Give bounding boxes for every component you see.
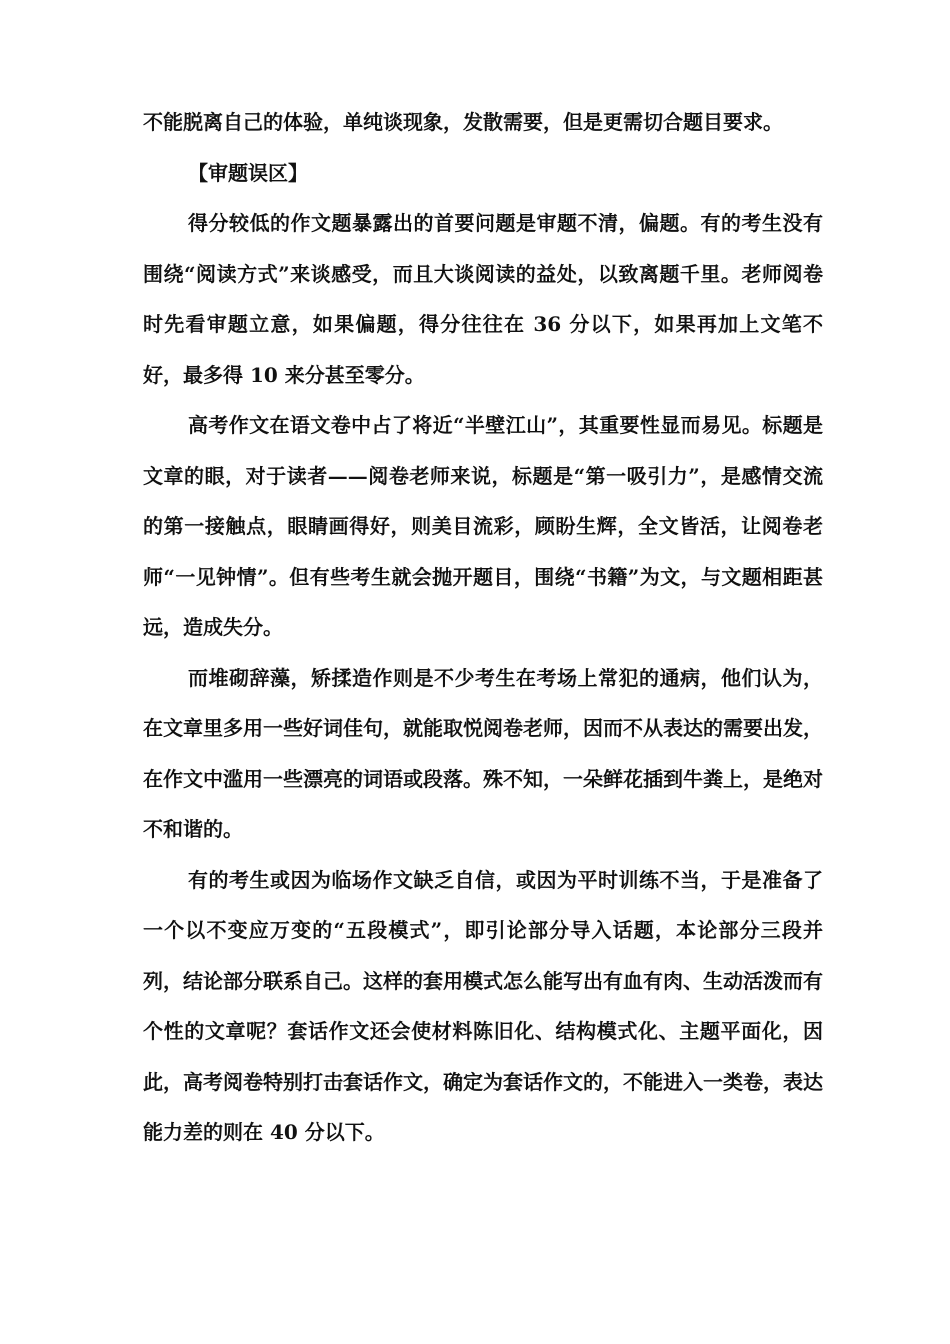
section-heading: 【审题误区】 xyxy=(188,160,308,185)
paragraph: 而堆砌辞藻，矫揉造作则是不少考生在考场上常犯的通病，他们认为，在文章里多用一些好词佳句，就能取悦阅卷老师，因而不从表达的需要出发，在作文中滥用一些漂亮的词语或段落。殊不知，一朵鲜花插到牛粪上，是绝对不和谐的。 xyxy=(143,665,823,841)
document-body xyxy=(143,97,823,1158)
paragraph: 得分较低的作文题暴露出的首要问题是审题不清，偏题。有的考生没有围绕“阅读方式”来谈感受，而且大谈阅读的益处，以致离题千里。老师阅卷时先看审题立意，如果偏题，得分往往在 36 分以下，如果再加上文笔不好，最多得 10 来分甚至零分。 xyxy=(143,211,823,387)
paragraph-continuation: 不能脱离自己的体验，单纯谈现象，发散需要，但是更需切合题目要求。 xyxy=(143,110,783,134)
paragraph: 有的考生或因为临场作文缺乏自信，或因为平时训练不当，于是准备了一个以不变应万变的“五段模式”，即引论部分导入话题，本论部分三段并列，结论部分联系自己。这样的套用模式怎么能写出有血有肉、生动活泼而有个性的文章呢？套话作文还会使材料陈旧化、结构模式化、主题平面化，因此，高考阅卷特别打击套话作文，确定为套话作文的，不能进入一类卷，表达能力差的则在 40 分以下。 xyxy=(143,867,823,1144)
paragraph: 高考作文在语文卷中占了将近“半壁江山”，其重要性显而易见。标题是文章的眼，对于读者——阅卷老师来说，标题是“第一吸引力”，是感情交流的第一接触点，眼睛画得好，则美目流彩，顾盼生辉，全文皆活，让阅卷老师“一见钟情”。但有些考生就会抛开题目，围绕“书籍”为文，与文题相距甚远，造成失分。 xyxy=(143,413,823,639)
